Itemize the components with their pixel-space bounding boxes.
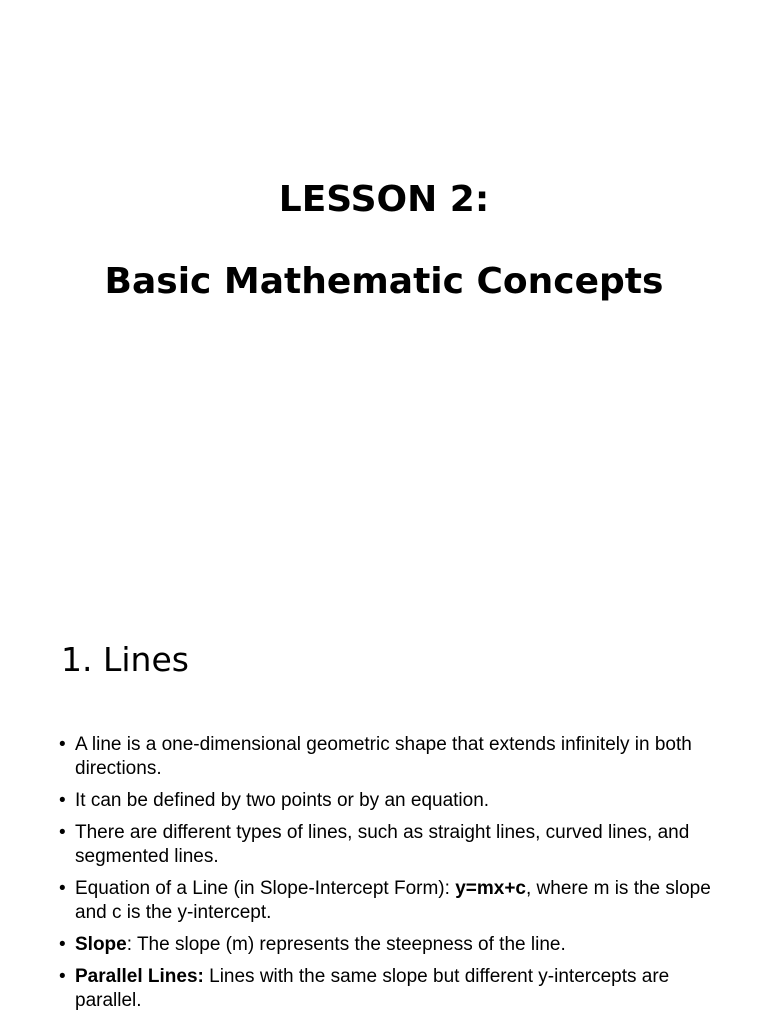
bullet-text: , where m is the slope and c is the y-intercept. xyxy=(75,878,711,923)
section-heading: 1. Lines xyxy=(61,640,189,679)
bullet-item xyxy=(58,789,718,813)
bullet-text: A line is a one-dimensional geometric shape that extends infinitely in both directions. xyxy=(75,734,692,779)
bullet-text: : The slope (m) represents the steepness of the line. xyxy=(126,934,566,955)
equation-text: y=mx+c xyxy=(455,878,526,899)
bullet-item xyxy=(58,821,718,869)
bullet-item xyxy=(58,933,718,957)
bullet-text: Equation of a Line (in Slope-Intercept Form): xyxy=(75,878,456,899)
lesson-number: LESSON 2: xyxy=(278,179,490,220)
bullet-list xyxy=(58,733,718,1021)
term-slope: Slope xyxy=(75,934,127,955)
bullet-item xyxy=(58,965,718,1013)
term-parallel-lines: Parallel Lines: xyxy=(75,966,204,987)
bullet-text: Lines with the same slope but different y-intercepts are parallel. xyxy=(75,966,670,1011)
bullet-text: It can be defined by two points or by an equation. xyxy=(75,790,490,811)
bullet-text: There are different types of lines, such as straight lines, curved lines, and segmented lines. xyxy=(75,822,690,867)
bullet-item xyxy=(58,877,718,925)
lesson-subtitle: Basic Mathematic Concepts xyxy=(104,261,664,302)
lesson-title xyxy=(0,178,768,304)
bullet-item xyxy=(58,733,718,781)
